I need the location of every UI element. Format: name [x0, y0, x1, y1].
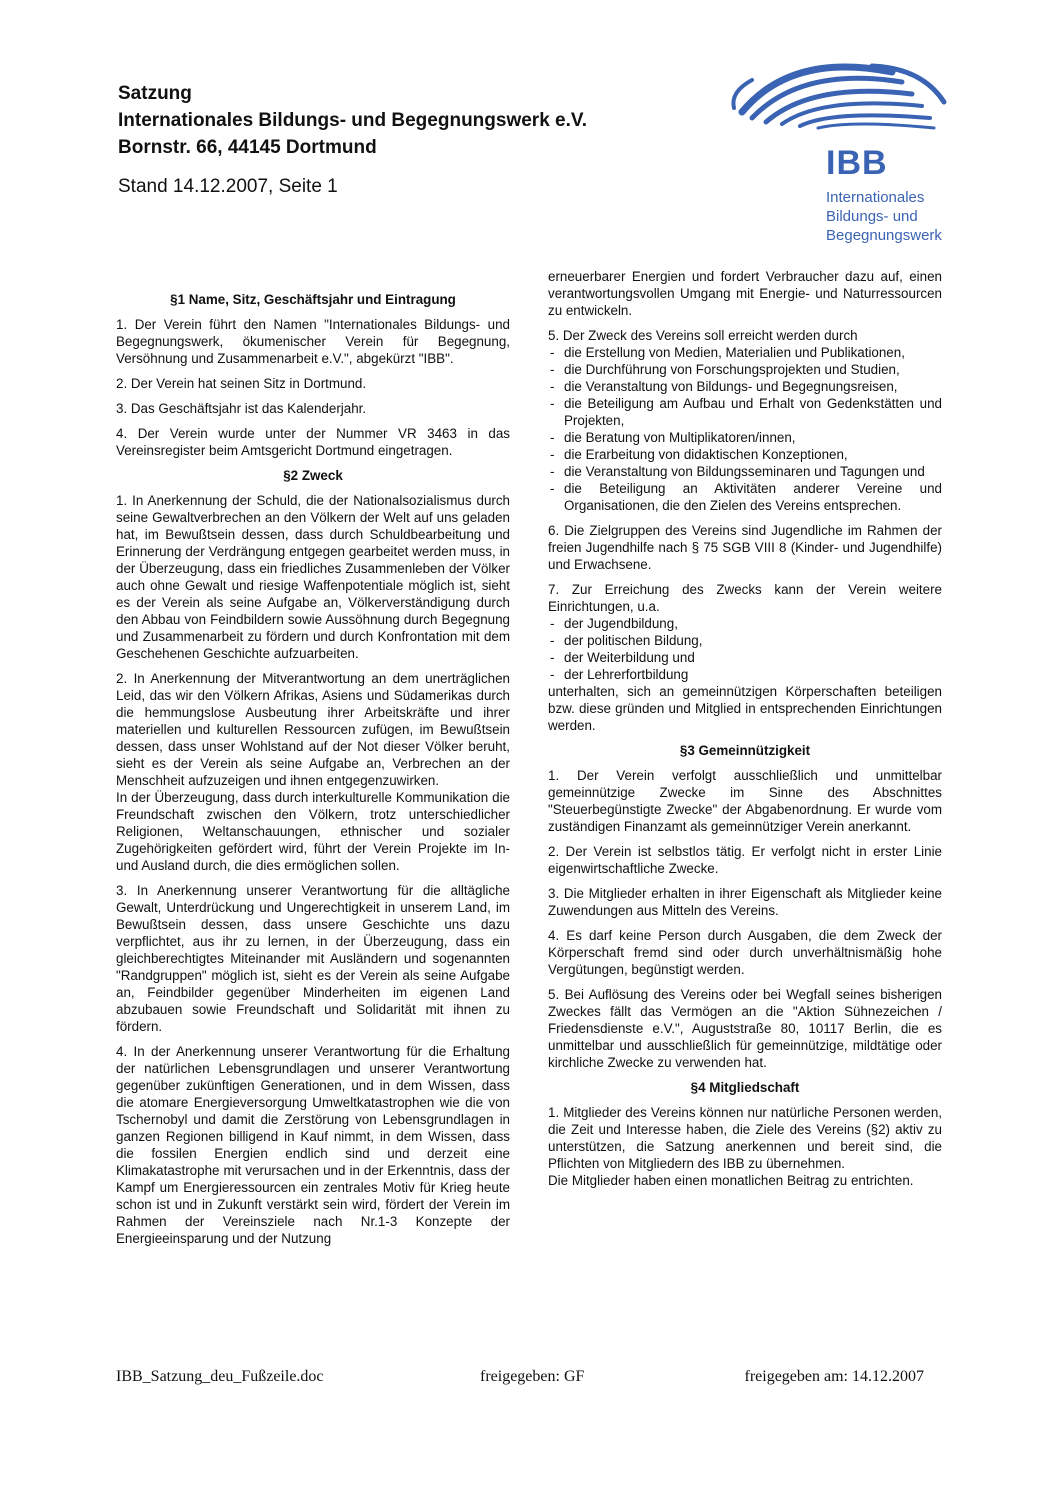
paragraph: 5. Der Zweck des Vereins soll erreicht werden durch: [548, 328, 858, 343]
list-item: - der politischen Bildung,: [548, 632, 942, 649]
list-item: - die Erarbeitung von didaktischen Konzeptionen,: [548, 446, 942, 463]
footer-filename: IBB_Satzung_deu_Fußzeile.doc: [116, 1368, 324, 1385]
document-header: [118, 80, 587, 161]
paragraph: 4. Es darf keine Person durch Ausgaben, die dem Zweck der Körperschaft fremd sind oder durch unverhältnismäßig hohe Vergütungen, begünstigt werden.: [548, 928, 942, 977]
globe-arc-icon: [722, 52, 962, 142]
org-address: Bornstr. 66, 44145 Dortmund: [118, 137, 377, 158]
paragraph: 5. Bei Auflösung des Vereins oder bei Wegfall seines bisherigen Zweckes fällt das Vermögen an die "Aktion Sühnezeichen / Friedensdienste e.V.", Auguststraße 80, 10117 Berlin, die es unmittelbar und ausschließlich für gemeinnützige, mildtätige oder kirchliche Zwecke zu verwenden hat.: [548, 987, 942, 1070]
list-item: - der Jugendbildung,: [548, 615, 942, 632]
list-item: - der Weiterbildung und: [548, 649, 942, 666]
paragraph: 3. Das Geschäftsjahr ist das Kalenderjahr.: [116, 401, 367, 416]
footer-approved-date: freigegeben am: 14.12.2007: [744, 1368, 924, 1385]
paragraph: 3. In Anerkennung unserer Verantwortung für die alltägliche Gewalt, Unterdrückung und Ungerechtigkeit in unserem Land, im Bewußtsein dessen, dass unsere Geschichte uns dazu verpflichtet, aus ihr zu lernen, in der Überzeugung, dass ein gleichberechtigtes Miteinander mit Ausländern und sogenannten "Randgruppen" möglich ist, sieht es der Verein als seine Aufgabe an, Feindbilder gegenüber Minderheiten im eigenen Land abzubauen sowie Freundschaft und Solidarität mit ihnen zu fördern.: [116, 883, 510, 1034]
list-item: - die Veranstaltung von Bildungs- und Begegnungsreisen,: [548, 378, 942, 395]
list-item: - die Durchführung von Forschungsprojekten und Studien,: [548, 361, 942, 378]
institutions-list: [548, 615, 942, 683]
logo-line-3: Begegnungswerk: [826, 227, 942, 244]
paragraph: 2. Der Verein hat seinen Sitz in Dortmund.: [116, 376, 367, 391]
paragraph: 3. Die Mitglieder erhalten in ihrer Eigenschaft als Mitglieder keine Zuwendungen aus Mitteln des Vereins.: [548, 886, 942, 918]
list-item: - die Beratung von Multiplikatoren/innen,: [548, 429, 942, 446]
footer-approved-by: freigegeben: GF: [480, 1368, 585, 1385]
section-4-title: §4 Mitgliedschaft: [690, 1080, 800, 1095]
right-column: [548, 268, 942, 1189]
paragraph: Die Mitglieder haben einen monatlichen Beitrag zu entrichten.: [548, 1173, 914, 1188]
paragraph: erneuerbarer Energien und fordert Verbraucher dazu auf, einen verantwortungsvollen Umgang mit Energie- und Naturressourcen zu entwickeln.: [548, 269, 942, 318]
paragraph: 4. Der Verein wurde unter der Nummer VR 3463 in das Vereinsregister beim Amtsgericht Dortmund eingetragen.: [116, 426, 510, 458]
logo-abbreviation: IBB: [826, 144, 888, 182]
paragraph: 1. Der Verein verfolgt ausschließlich und unmittelbar gemeinnützige Zwecke im Sinne des Abschnittes "Steuerbegünstigte Zwecke" der Abgabenordnung. Er wurde vom zuständigen Finanzamt als gemeinnütziger Verein anerkannt.: [548, 768, 942, 834]
revision-date: Stand 14.12.2007, Seite 1: [118, 176, 338, 197]
purpose-list: [548, 344, 942, 514]
paragraph: In der Überzeugung, dass durch interkulturelle Kommunikation die Freundschaft zwischen den Völkern, trotz unterschiedlicher Religionen, Weltanschauungen, ethnischer und sozialer Zugehörigkeiten gefördert wird, führt der Verein Projekte im In- und Ausland durch, die dies ermöglichen sollen.: [116, 790, 510, 873]
logo-line-2: Bildungs- und: [826, 208, 918, 225]
org-name: Internationales Bildungs- und Begegnungswerk e.V.: [118, 110, 588, 131]
section-1-title: §1 Name, Sitz, Geschäftsjahr und Eintragung: [170, 292, 456, 307]
logo-line-1: Internationales: [826, 189, 925, 206]
logo-wordmark: [826, 188, 942, 245]
section-2-title: §2 Zweck: [283, 468, 343, 483]
doc-title: Satzung: [118, 83, 192, 104]
list-item: - der Lehrerfortbildung: [548, 666, 942, 683]
ibb-logo: [722, 52, 962, 252]
left-column: [116, 285, 510, 1247]
list-item: - die Beteiligung an Aktivitäten anderer Vereine und Organisationen, die den Zielen des Vereins entsprechen.: [548, 480, 942, 514]
paragraph: 6. Die Zielgruppen des Vereins sind Jugendliche im Rahmen der freien Jugendhilfe nach § 75 SGB VIII 8 (Kinder- und Jugendhilfe) und Erwachsene.: [548, 523, 942, 572]
paragraph: 1. In Anerkennung der Schuld, die der Nationalsozialismus durch seine Gewaltverbrechen an den Völkern der Welt auf uns geladen hat, im Bewußtsein dessen, dass durch Schuldbearbeitung und Erinnerung der Verdrängung entgegen gearbeitet werden muss, in der Überzeugung, dass ein friedliches Zusammenleben der Völker auch ohne Gewalt und riesige Waffenpotentiale möglich ist, sieht es der Verein als seine Aufgabe an, Völkerverständigung durch den Abbau von Feindbildern sowie Aussöhnung durch Begegnung und Zusammenarbeit zu fördern und durch Konfrontation mit dem Geschehenen Geschichte aufzuarbeiten.: [116, 493, 510, 661]
paragraph: 7. Zur Erreichung des Zwecks kann der Verein weitere Einrichtungen, u.a.: [548, 582, 942, 614]
paragraph: 1. Mitglieder des Vereins können nur natürliche Personen werden, die Zeit und Interesse haben, die Ziele des Vereins (§2) aktiv zu unterstützen, die Satzung anerkennen und bereit sind, die Pflichten von Mitgliedern des IBB zu übernehmen.: [548, 1105, 942, 1171]
paragraph: 2. In Anerkennung der Mitverantwortung an dem unerträglichen Leid, das wir den Völkern Afrikas, Asiens und Südamerikas durch die hemmungslose Ausbeutung ihrer Arbeitskräfte und ihrer materiellen und kulturellen Ressourcen zufügen, im Bewußtsein dessen, dass unser Wohlstand auf der Not dieser Völker beruht, sieht es der Verein als seine Aufgabe an, Verbrechen an der Menschheit aufzuzeigen und ihnen entgegenzuwirken.: [116, 671, 510, 788]
paragraph: unterhalten, sich an gemeinnützigen Körperschaften beteiligen bzw. diese gründen und Mitglied in entsprechenden Einrichtungen werden.: [548, 684, 942, 733]
list-item: - die Veranstaltung von Bildungsseminaren und Tagungen und: [548, 463, 942, 480]
list-item: - die Erstellung von Medien, Materialien und Publikationen,: [548, 344, 942, 361]
paragraph: 2. Der Verein ist selbstlos tätig. Er verfolgt nicht in erster Linie eigenwirtschaftliche Zwecke.: [548, 844, 942, 876]
paragraph: 4. In der Anerkennung unserer Verantwortung für die Erhaltung der natürlichen Lebensgrundlagen und unserer Verantwortung gegenüber zukünftigen Generationen, und in dem Wissen, dass die atomare Energieversorgung Umweltkatastrophen wie die von Tschernobyl und damit die Zerstörung von Lebensgrundlagen in ganzen Regionen billigend in Kauf nimmt, in dem Wissen, dass die fossilen Energien endlich sind und derzeit eine Klimakatastrophe mit verursachen und in der Erkenntnis, dass der Kampf um Energieressourcen ein zentrales Motiv für Krieg heute schon ist und in Zukunft verstärkt sein wird, fördert der Verein im Rahmen der Vereinsziele nach Nr.1-3 Konzepte der Energieeinsparung und der Nutzung: [116, 1044, 510, 1246]
list-item: - die Beteiligung am Aufbau und Erhalt von Gedenkstätten und Projekten,: [548, 395, 942, 429]
section-3-title: §3 Gemeinnützigkeit: [679, 743, 811, 758]
paragraph: 1. Der Verein führt den Namen "Internationales Bildungs- und Begegnungswerk, ökumenischer Verein für Begegnung, Versöhnung und Zusammenarbeit e.V.", abgekürzt "IBB".: [116, 317, 510, 366]
